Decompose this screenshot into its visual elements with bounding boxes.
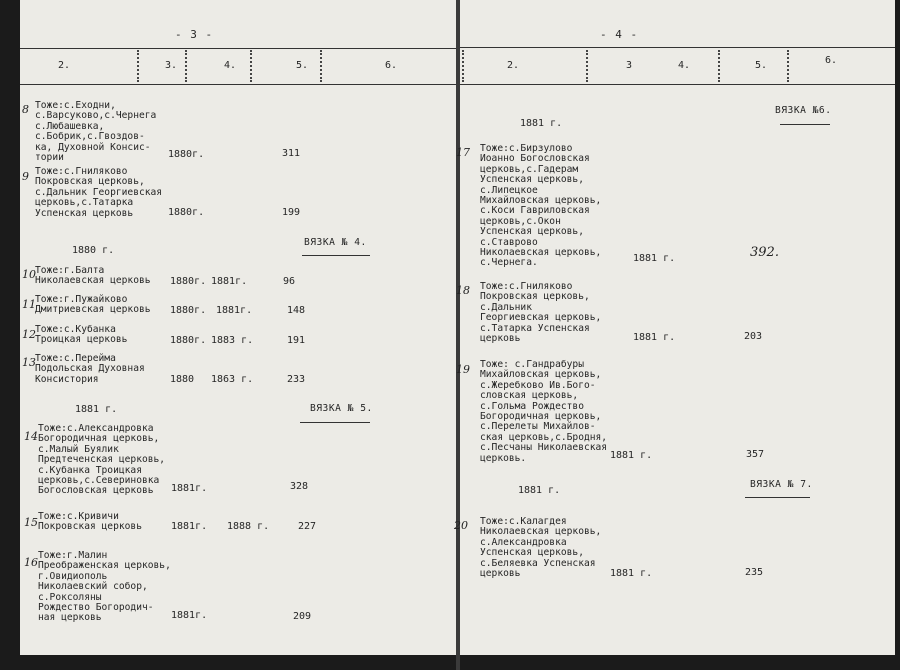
column-divider: [250, 50, 252, 82]
entry-count: 227: [298, 521, 317, 532]
entry-year: 1880г.: [170, 335, 207, 346]
entry-text: Тоже:г.Балта Николаевская церковь: [35, 265, 151, 287]
entry-number: 15: [24, 516, 38, 529]
entry-year: 1881г.: [171, 521, 208, 532]
year-header: 1881 г.: [520, 118, 563, 129]
column-divider: [137, 50, 139, 82]
year-header: 1880 г.: [72, 245, 115, 256]
entry-year-end: 1863 г.: [211, 374, 254, 385]
entry-count: 235: [745, 567, 764, 578]
entry-number: 18: [456, 284, 470, 297]
entry-year: 1881 г.: [633, 332, 676, 343]
entry-year: 1880г.: [170, 276, 207, 287]
column-number: 6.: [825, 55, 838, 66]
entry-number: 16: [24, 556, 38, 569]
bundle-label: ВЯЗКА № 5.: [310, 403, 373, 414]
entry-text: Тоже:с.Гниляково Покровская церковь, с.Дальник Георгиевская церковь, с.Татарка Успенская церковь: [480, 281, 602, 345]
entry-year-end: 1883 г.: [211, 335, 254, 346]
column-number: 2.: [58, 60, 71, 71]
column-divider: [718, 50, 720, 82]
entry-text: Тоже:с.Гниляково Покровская церковь, с.Дальник Георгиевская церковь,с.Татарка Успенская церковь: [35, 166, 163, 219]
left-page: [20, 0, 456, 655]
year-header: 1881 г.: [518, 485, 561, 496]
entry-count: 148: [287, 305, 306, 316]
page-number: - 3 -: [175, 28, 214, 41]
entry-text: Тоже:с.Бирзулово Иоанно Богословская церковь,с.Гадерам Успенская церковь, с.Липецкое Михайловская церковь, с.Коси Гавриловская церковь,с.Окон Успенская церковь, с.Ставрово Николаевская церковь, с.Чернега.: [480, 143, 602, 269]
entry-number: 10: [22, 268, 36, 281]
entry-count: 199: [282, 207, 301, 218]
entry-text: Тоже:с.Перейма Подольская Духовная Консистория: [35, 353, 145, 385]
entry-text: Тоже: с.Гандрабуры Михайловская церковь, с.Жеребково Ив.Бого- словская церковь, с.Гольма Рождество Богородичная церковь, с.Перелеты Михайлов- ская церковь,с.Бродня, с.Песчаны Николаевская церковь.: [480, 359, 608, 464]
entry-text: Тоже:с.Александровка Богородичная церковь, с.Малый Буялик Предтеченская церковь, с.Кубанка Троицкая церковь,с.Севериновка Богословская церковь: [38, 423, 166, 497]
column-number: 3.: [165, 60, 178, 71]
entry-count: 311: [282, 148, 301, 159]
entry-year: 1880г.: [170, 305, 207, 316]
bundle-label: ВЯЗКА № 4.: [304, 237, 367, 248]
column-number: 5.: [296, 60, 309, 71]
entry-count: 96: [283, 276, 296, 287]
entry-number: 11: [22, 298, 36, 311]
column-divider: [462, 50, 464, 82]
table-header-rule: [20, 84, 456, 85]
entry-number: 19: [456, 363, 470, 376]
bundle-underline: [302, 255, 370, 256]
entry-year: 1881 г.: [610, 450, 653, 461]
entry-year: 1880: [170, 374, 195, 385]
entry-text: Тоже:с.Калагдея Николаевская церковь, с.Александровка Успенская церковь, с.Беляевка Успенская церковь: [480, 516, 602, 580]
entry-count: 209: [293, 611, 312, 622]
entry-text: Тоже:с.Еходни, с.Варсуково,с.Чернега с.Любашевка, с.Бобрик,с.Гвоздов- ка, Духовной Консис- тории: [35, 100, 157, 164]
entry-count: 191: [287, 335, 306, 346]
bundle-label: ВЯЗКА № 7.: [750, 479, 813, 490]
year-header: 1881 г.: [75, 404, 118, 415]
column-number: 2.: [507, 60, 520, 71]
entry-count: 203: [744, 331, 763, 342]
column-divider: [787, 50, 789, 82]
entry-count: 392.: [750, 245, 779, 260]
column-number: 4.: [678, 60, 691, 71]
entry-year: 1880г.: [168, 207, 205, 218]
entry-year: 1880г.: [168, 149, 205, 160]
bundle-underline: [300, 422, 370, 423]
entry-text: Тоже:г.Пужайково Дмитриевская церковь: [35, 294, 151, 316]
entry-count: 328: [290, 481, 309, 492]
entry-year: 1881 г.: [633, 253, 676, 264]
entry-number: 13: [22, 356, 36, 369]
column-divider: [320, 50, 322, 82]
column-number: 4.: [224, 60, 237, 71]
entry-year-end: 1881г.: [211, 276, 248, 287]
entry-year-end: 1888 г.: [227, 521, 270, 532]
column-divider: [185, 50, 187, 82]
entry-number: 17: [456, 146, 470, 159]
right-page: [454, 0, 895, 655]
entry-number: 14: [24, 430, 38, 443]
entry-year: 1881г.: [171, 610, 208, 621]
entry-number: 9: [22, 170, 29, 183]
column-number: 6.: [385, 60, 398, 71]
entry-year: 1881 г.: [610, 568, 653, 579]
page-number: - 4 -: [600, 28, 639, 41]
entry-count: 357: [746, 449, 765, 460]
table-top-rule: [20, 48, 456, 49]
entry-count: 233: [287, 374, 306, 385]
entry-text: Тоже:с.Кривичи Покровская церковь: [38, 511, 142, 533]
entry-text: Тоже:г.Малин Преображенская церковь, г.Овидиополь Николаевский собор, с.Роксоляны Рождество Богородич- ная церковь: [38, 550, 171, 624]
column-divider: [586, 50, 588, 82]
table-header-rule: [460, 84, 895, 85]
entry-number: 12: [22, 328, 36, 341]
entry-year: 1881г.: [171, 483, 208, 494]
bundle-underline: [745, 497, 810, 498]
table-top-rule: [460, 47, 895, 48]
bundle-underline: [780, 124, 830, 125]
column-number: 3: [626, 60, 633, 71]
bundle-label: ВЯЗКА №6.: [775, 105, 832, 116]
entry-text: Тоже:с.Кубанка Троицкая церковь: [35, 324, 128, 346]
entry-year-end: 1881г.: [216, 305, 253, 316]
entry-number: 20: [454, 519, 468, 532]
entry-number: 8: [22, 103, 29, 116]
column-number: 5.: [755, 60, 768, 71]
